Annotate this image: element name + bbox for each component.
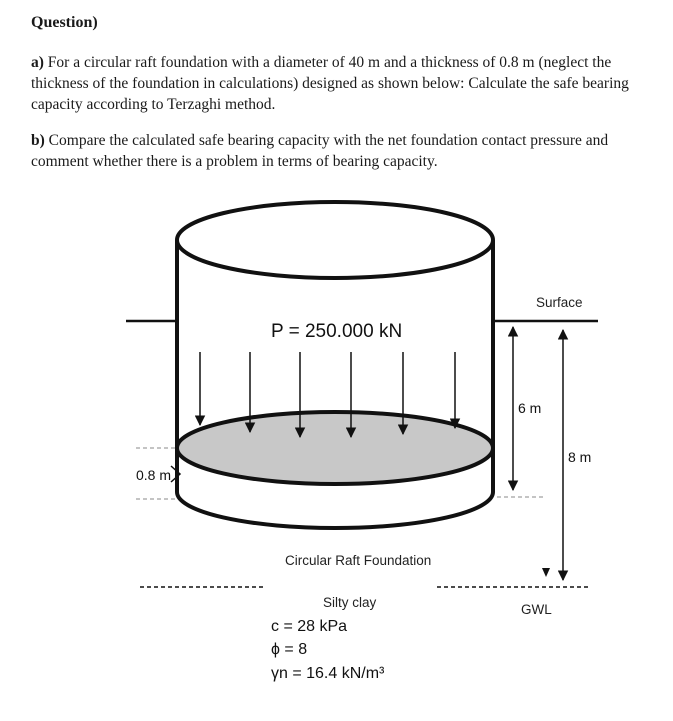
cohesion-label: c = 28 kPa	[271, 618, 348, 635]
depth-6m-label: 6 m	[518, 400, 542, 416]
part-a-label: a)	[31, 54, 44, 71]
surface-label: Surface	[536, 295, 583, 310]
question-title: Question)	[31, 14, 98, 31]
thickness-label: 0.8 m	[136, 467, 172, 483]
raft-foundation-top	[177, 412, 493, 484]
foundation-label: Circular Raft Foundation	[285, 553, 432, 568]
soil-type-label: Silty clay	[323, 595, 377, 610]
part-a-text: For a circular raft foundation with a diameter of 40 m and a thickness of 0.8 m (neglect the thickness of the foundation in calculations) designed as shown below: Calculate the safe bearing capacity according to Terzaghi method.	[31, 54, 629, 113]
unit-weight-label: γn = 16.4 kN/m³	[271, 665, 385, 682]
raft-foundation-bottom	[177, 492, 493, 528]
depth-8m-label: 8 m	[568, 449, 592, 465]
gwl-symbol-icon	[542, 568, 550, 577]
part-b-label: b)	[31, 132, 45, 149]
cylinder-top	[177, 202, 493, 278]
gwl-label: GWL	[521, 602, 552, 617]
load-label: P = 250.000 kN	[271, 321, 403, 342]
part-b-text: Compare the calculated safe bearing capacity with the net foundation contact pressure and comment whether there is a problem in terms of bearing capacity.	[31, 132, 609, 170]
friction-angle-label: ϕ = 8	[271, 641, 308, 658]
